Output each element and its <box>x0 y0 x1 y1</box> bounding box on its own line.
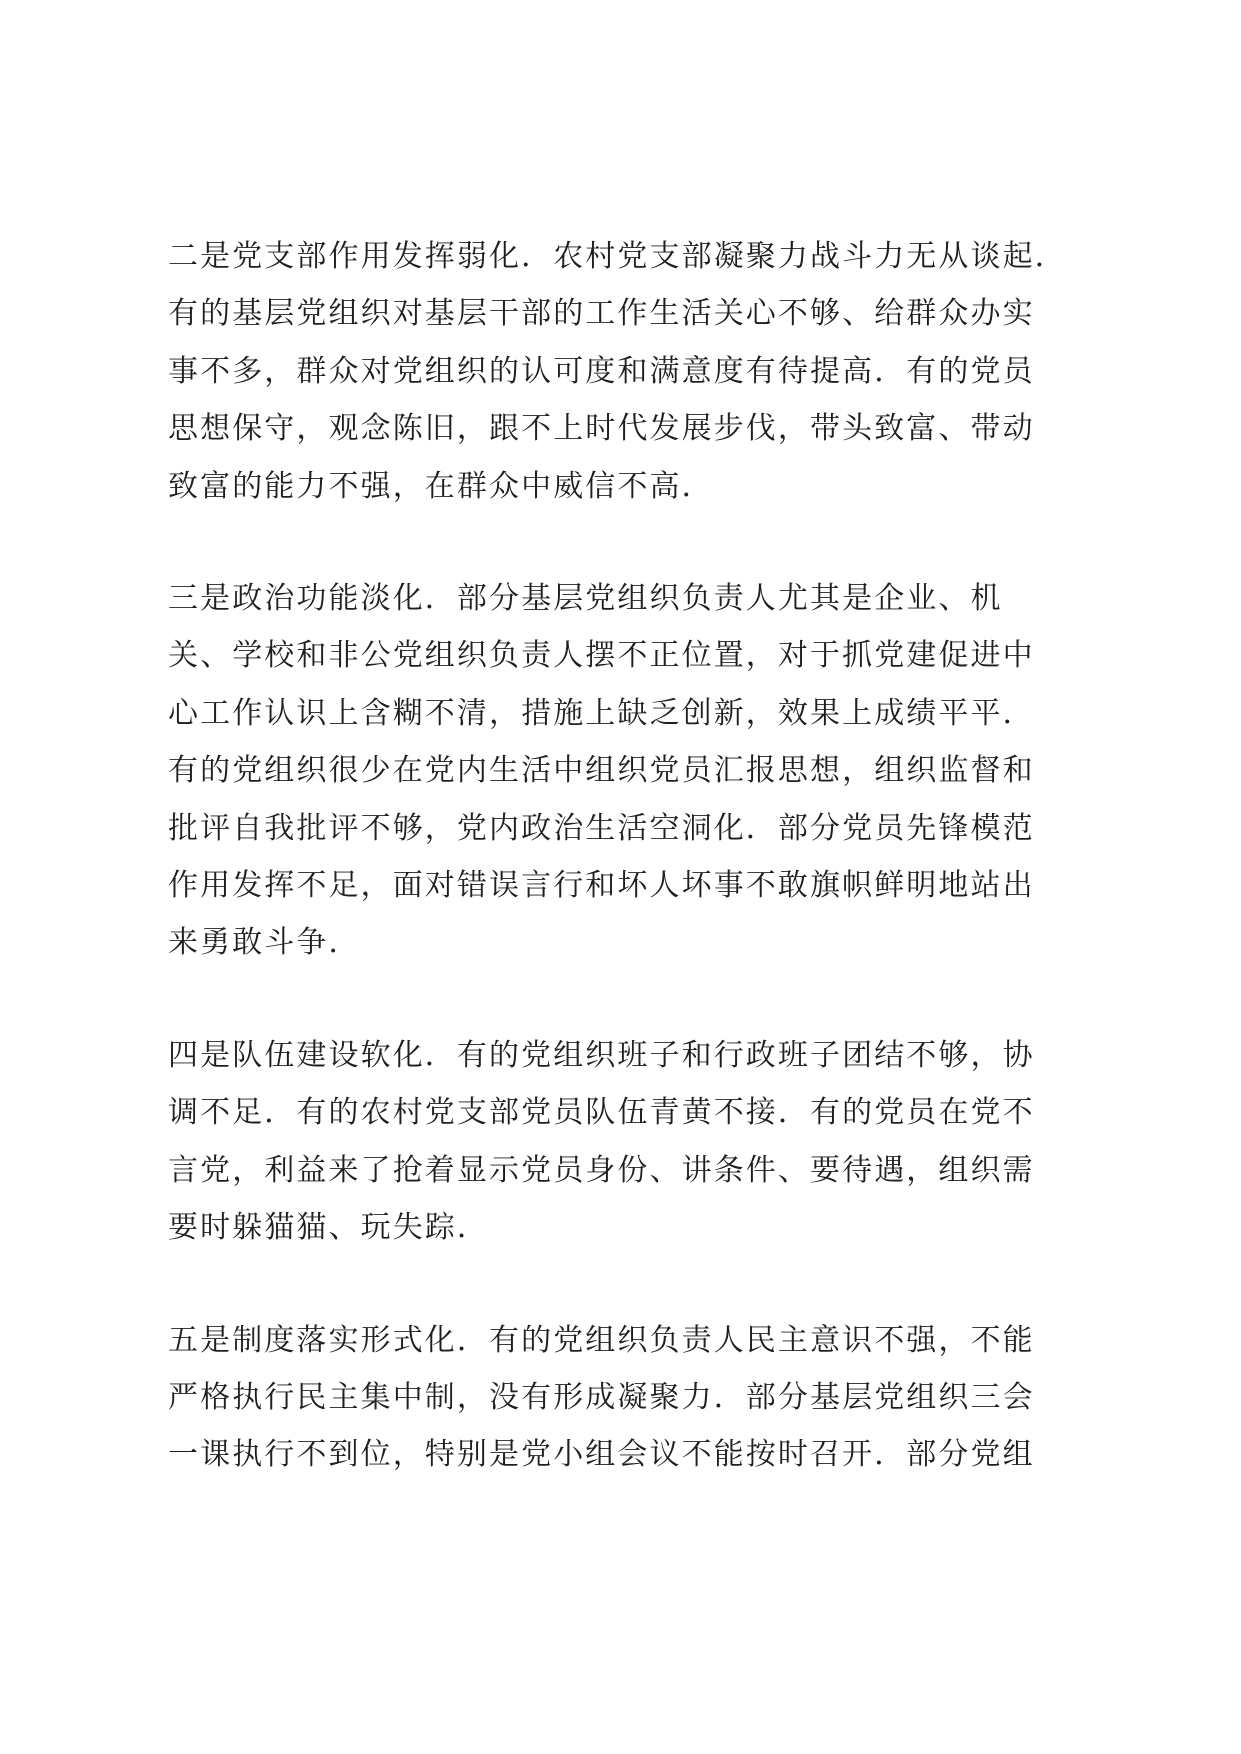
text-line: 言党，利益来了抢着显示党员身份、讲条件、要待遇，组织需 <box>168 1152 1035 1188</box>
paragraph-spacer <box>168 972 1078 1027</box>
paragraph-team-building <box>168 1027 1078 1257</box>
document-body <box>168 228 1078 1484</box>
paragraph-spacer <box>168 1257 1078 1312</box>
text-line: 事不多，群众对党组织的认可度和满意度有待提高．有的党员 <box>168 353 1035 389</box>
text-line: 有的党组织很少在党内生活中组织党员汇报思想，组织监督和 <box>168 753 1035 789</box>
text-line: 要时躲猫猫、玩失踪． <box>168 1210 489 1246</box>
text-line: 致富的能力不强，在群众中威信不高． <box>168 468 714 504</box>
text-line: 二是党支部作用发挥弱化．农村党支部凝聚力战斗力无从谈起． <box>168 239 1067 274</box>
text-line: 调不足．有的农村党支部党员队伍青黄不接．有的党员在党不 <box>168 1095 1035 1131</box>
text-line: 一课执行不到位，特别是党小组会议不能按时召开．部分党组 <box>168 1437 1035 1473</box>
text-line: 五是制度落实形式化．有的党组织负责人民主意识不强，不能 <box>168 1322 1035 1358</box>
text-line: 四是队伍建设软化．有的党组织班子和行政班子团结不够，协 <box>168 1037 1035 1073</box>
text-line: 作用发挥不足，面对错误言行和坏人坏事不敢旗帜鲜明地站出 <box>168 868 1035 904</box>
text-line: 三是政治功能淡化．部分基层党组织负责人尤其是企业、机 <box>168 581 1003 617</box>
text-line: 心工作认识上含糊不清，措施上缺乏创新，效果上成绩平平． <box>168 695 1035 731</box>
text-line: 严格执行民主集中制，没有形成凝聚力．部分基层党组织三会 <box>168 1379 1035 1415</box>
paragraph-political-function <box>168 570 1078 972</box>
text-line: 关、学校和非公党组织负责人摆不正位置，对于抓党建促进中 <box>168 638 1035 674</box>
paragraph-spacer <box>168 515 1078 570</box>
text-line: 思想保守，观念陈旧，跟不上时代发展步伐，带头致富、带动 <box>168 411 1035 447</box>
text-line: 批评自我批评不够，党内政治生活空洞化．部分党员先锋模范 <box>168 810 1035 846</box>
text-line: 来勇敢斗争． <box>168 925 361 961</box>
paragraph-system-formalism <box>168 1312 1078 1484</box>
text-line: 有的基层党组织对基层干部的工作生活关心不够、给群众办实 <box>168 296 1035 332</box>
paragraph-party-branch-weakening <box>168 228 1078 515</box>
